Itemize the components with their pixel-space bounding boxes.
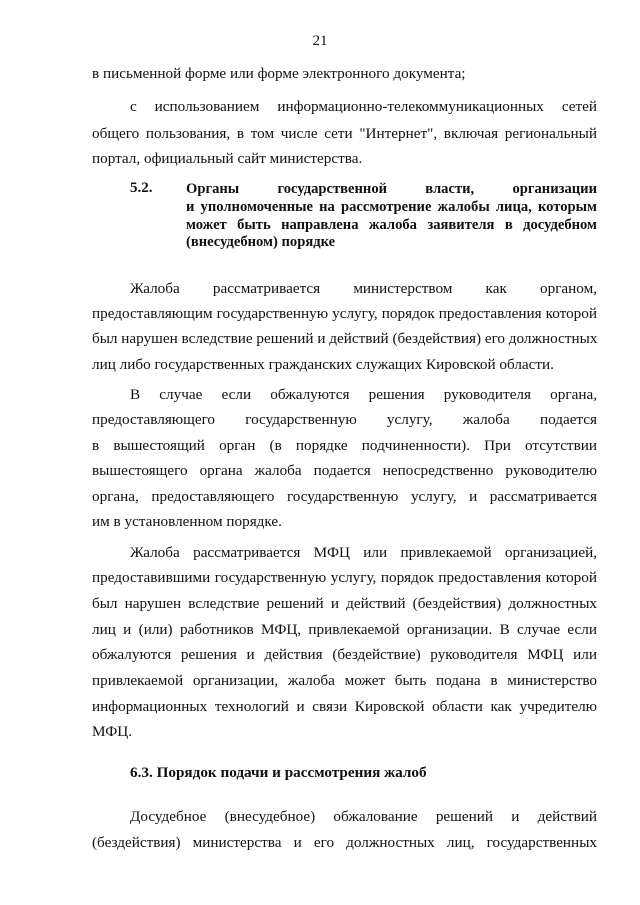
paragraph-2-line-6: им в установленном порядке. (92, 513, 282, 530)
paragraph-3-line-6: привлекаемой организации, жалоба может быть подана в министерство (92, 672, 597, 689)
section-5-2-number: 5.2. (130, 180, 153, 196)
paragraph-3-line-1: Жалоба рассматривается МФЦ или привлекаемой организацией, (130, 544, 597, 561)
page-number: 21 (312, 33, 328, 49)
section-5-2-title-line-3: может быть направлена жалоба заявителя в досудебном (186, 217, 597, 233)
paragraph-4-line-2: (бездействия) министерства и его должностных лиц, государственных (92, 834, 597, 851)
paragraph-1-line-1: Жалоба рассматривается министерством как органом, (130, 280, 597, 297)
paragraph-4-line-1: Досудебное (внесудебное) обжалование решений и действий (130, 808, 597, 825)
section-6-3-heading: 6.3. Порядок подачи и рассмотрения жалоб (130, 764, 427, 781)
intro-line-4: портал, официальный сайт министерства. (92, 150, 363, 167)
paragraph-3-line-4: лиц и (или) работников МФЦ, привлекаемой организации. В случае если (92, 621, 597, 638)
paragraph-3-line-8: МФЦ. (92, 723, 133, 740)
intro-line-1: в письменной форме или форме электронного документа; (92, 65, 466, 82)
section-5-2-title-line-1: Органы государственной власти, организации (186, 181, 597, 197)
paragraph-2-line-3: в вышестоящий орган (в порядке подчиненности). При отсутствии (92, 437, 597, 454)
paragraph-2-line-2: предоставляющего государственную услугу, жалоба подается (92, 411, 597, 428)
paragraph-3-line-5: обжалуются решения и действия (бездействие) руководителя МФЦ или (92, 646, 597, 663)
intro-line-2: с использованием информационно-телекоммуникационных сетей (130, 98, 597, 115)
paragraph-1-line-3: был нарушен вследствие решений и действий (бездействия) его должностных (92, 330, 598, 347)
section-5-2-title-line-4: (внесудебном) порядке (186, 234, 336, 250)
paragraph-2-line-1: В случае если обжалуются решения руководителя органа, (130, 386, 597, 403)
paragraph-2-line-4: вышестоящего органа жалоба подается непосредственно руководителю (92, 462, 597, 479)
paragraph-1-line-2: предоставляющим государственную услугу, порядок предоставления которой (92, 305, 597, 322)
section-5-2-title-line-2: и уполномоченные на рассмотрение жалобы лица, которым (186, 199, 597, 215)
paragraph-3-line-2: предоставившими государственную услугу, порядок предоставления которой (92, 569, 597, 586)
intro-line-3: общего пользования, в том числе сети "Интернет", включая региональный (92, 125, 597, 142)
paragraph-2-line-5: органа, предоставляющего государственную услугу, и рассматривается (92, 488, 597, 505)
paragraph-3-line-7: информационных технологий и связи Кировской области как учредителю (92, 698, 597, 715)
paragraph-3-line-3: был нарушен вследствие решений и действий (бездействия) должностных (92, 595, 597, 612)
paragraph-1-line-4: лиц либо государственных гражданских служащих Кировской области. (92, 356, 554, 373)
